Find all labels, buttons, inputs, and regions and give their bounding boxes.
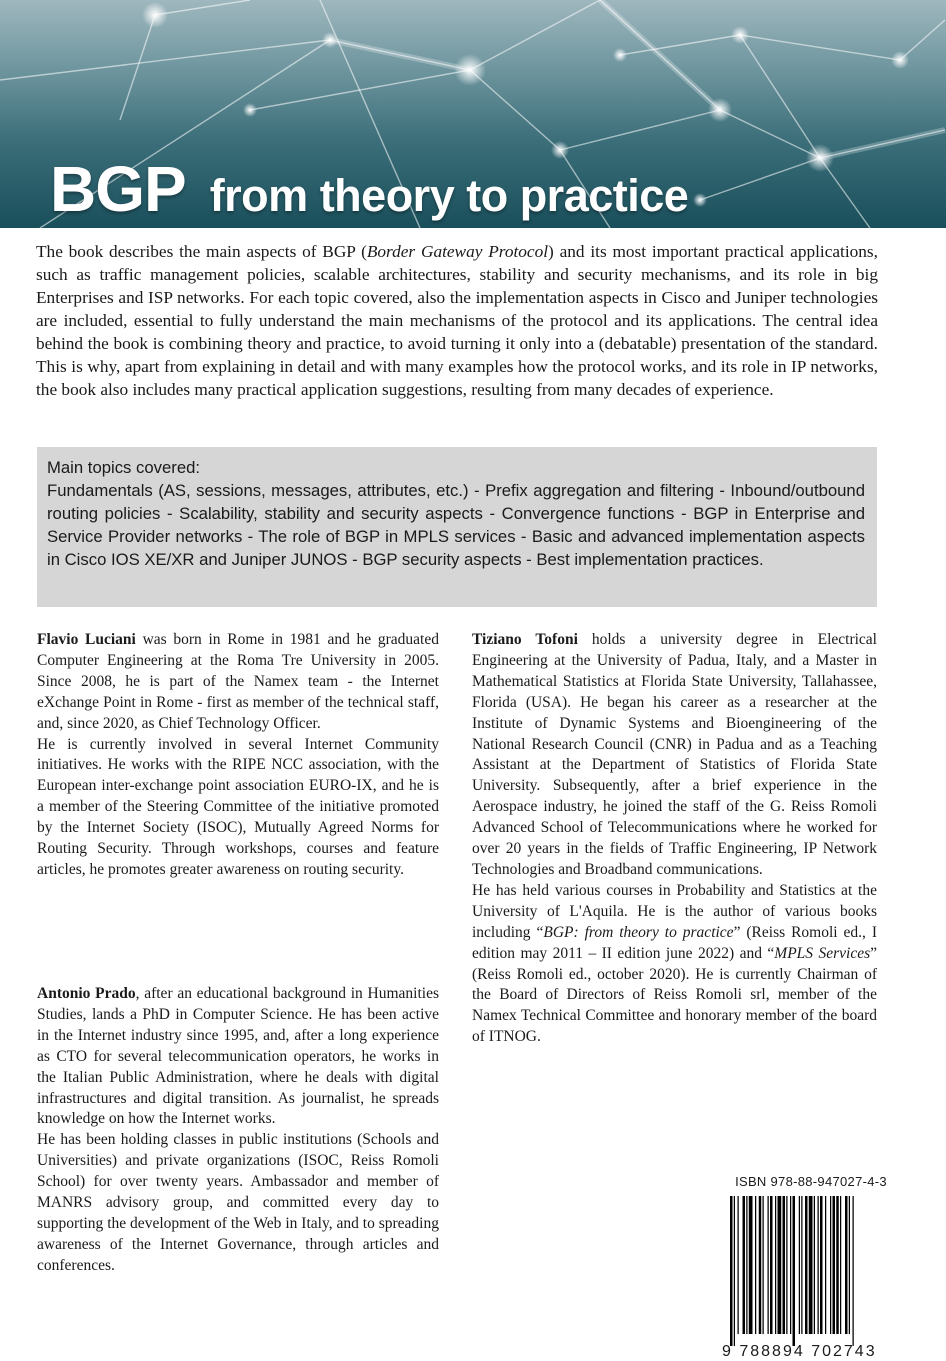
barcode-bar [775,1196,776,1334]
barcode-bar [809,1196,813,1334]
barcode-bar [770,1196,773,1334]
author-name: Flavio Luciani [37,631,136,648]
isbn-label: ISBN 978-88-947027-4-3 [735,1174,887,1189]
barcode-bar [799,1196,800,1334]
cover-banner [0,0,946,228]
barcode-bar [768,1196,769,1334]
barcode-bar [749,1196,753,1334]
barcode-bar [830,1196,831,1334]
bio-prado: Antonio Prado, after an educational background in Humanities Studies, lands a PhD in Computer Science. He has been active in the Internet industry since 1995, and, after a long experience as CTO for several telecommunication operators, he works in the Italian Public Administration, where he deals with digital infrastructures and digital transition. As journalist, he spreads knowledge on how the Internet works. He has been holding classes in public institutions (Schools and Universities) and private organizations (ISOC, Reiss Romoli School) for over twenty years. Ambassador and member of MANRS advisory group, and committed every day to supporting the development of the Web in Italy, and to spreading awareness of the Internet Governance, through articles and conferences. [37,985,439,1274]
barcode-bar [818,1196,819,1334]
barcode-bar [820,1196,823,1334]
author-name: Antonio Prado [37,985,136,1002]
intro-paragraph: The book describes the main aspects of BGP (Border Gateway Protocol) and its most important practical applications, such as traffic management policies, scalable architectures, stability and security mechanisms, and its role in big Enterprises and ISP networks. For each topic covered, also the implementation aspects in Cisco and Juniper technologies are included, essential to fully understand the main mechanisms of the protocol and its applications. The central idea behind the book is combining theory and practice, to avoid turning it only into a (debatable) presentation of the standard. This is why, apart from explaining in detail and with many examples how the protocol works, and its role in IP networks, the book also includes many practical application suggestions, resulting from many decades of experience. [36,242,878,399]
barcode-bar [825,1196,826,1334]
barcode-bar [730,1196,733,1346]
topics-box [37,447,877,607]
barcode-bar [778,1196,782,1334]
barcode-bar [743,1196,746,1334]
cover-title [50,152,688,226]
ean-digits: 9 788894 702743 [722,1343,877,1360]
barcode-bar [746,1196,747,1334]
barcode-bar [836,1196,839,1334]
isbn-barcode-block [722,1174,900,1361]
barcode-bar [755,1196,756,1334]
topics-list: Fundamentals (AS, sessions, messages, attributes, etc.) - Prefix aggregation and filtering - Inbound/outbound routing policies - Scalability, stability and security aspects - Convergence functions - BGP in Enterprise and Service Provider networks - The role of BGP in MPLS services - Basic and advanced implementation aspects in Cisco IOS XE/XR and Juniper JUNOS - BGP security aspects - Best implementation practices. [47,481,865,569]
barcode-bar [833,1196,836,1334]
barcode-bar [734,1196,735,1346]
barcode-bar [790,1196,791,1334]
barcode-bar [759,1196,762,1334]
barcode-bar [793,1196,796,1346]
barcode-bar [840,1196,841,1334]
author-name: Tiziano Tofoni [472,631,578,648]
title-main: BGP [50,153,186,225]
barcode-bar [763,1196,764,1334]
bio-tofoni: Tiziano Tofoni holds a university degree in Electrical Engineering at the University of Padua, Italy, and a Master in Mathematical Statistics at Florida State University, Tallahassee, Florida (USA). He began his career as a researcher at the Institute of Dynamic Systems and Bioengineering of the National Research Council (CNR) in Padua and as a Teaching Assistant at the Department of Statistics of Florida State University. Subsequently, after a brief experience in the Aerospace industry, he joined the staff of the G. Reiss Romoli Advanced School of Telecommunications where he worked for over 20 years in the fields of Traffic Engineering, IP Network Technologies and Broadband communications. He has held various courses in Probability and Statistics at the University of L'Aquila. He is the author of various books including “BGP: from theory to practice” (Reiss Romoli ed., I edition may 2011 – II edition june 2022) and “MPLS Services” (Reiss Romoli ed., october 2020). He is currently Chairman of the Board of Directors of Reiss Romoli srl, member of the Namex Technical Committee and honorary member of the board of ITNOG. [472,631,878,1046]
barcode-bar [805,1196,808,1334]
barcode-bar [849,1196,850,1334]
barcode-bar [853,1196,854,1346]
topics-heading: Main topics covered: [47,458,201,477]
barcode-bar [786,1196,787,1334]
barcode-bar [845,1196,848,1334]
title-subtitle: from theory to practice [209,170,689,221]
barcode-icon [722,1196,900,1346]
barcode-bar [814,1196,815,1334]
barcode-bar [783,1196,786,1334]
barcode-bar [801,1196,802,1334]
barcode-bar [738,1196,739,1334]
bio-luciani: Flavio Luciani was born in Rome in 1981 and he graduated Computer Engineering at the Roma Tre University in 2005. Since 2008, he is part of the Namex team - the Internet eXchange Point in Rome - first as member of the technical staff, and, since 2020, as Chief Technology Officer. He is currently involved in several Internet Community initiatives. He works with the RIPE NCC association, with the European inter-exchange point association EURO-IX, and he is a member of the Steering Committee of the initiative promoted by the Internet Society (ISOC), Mutually Agreed Norms for Routing Security. Through workshops, courses and feature articles, he promotes greater awareness on routing security. [37,631,439,878]
